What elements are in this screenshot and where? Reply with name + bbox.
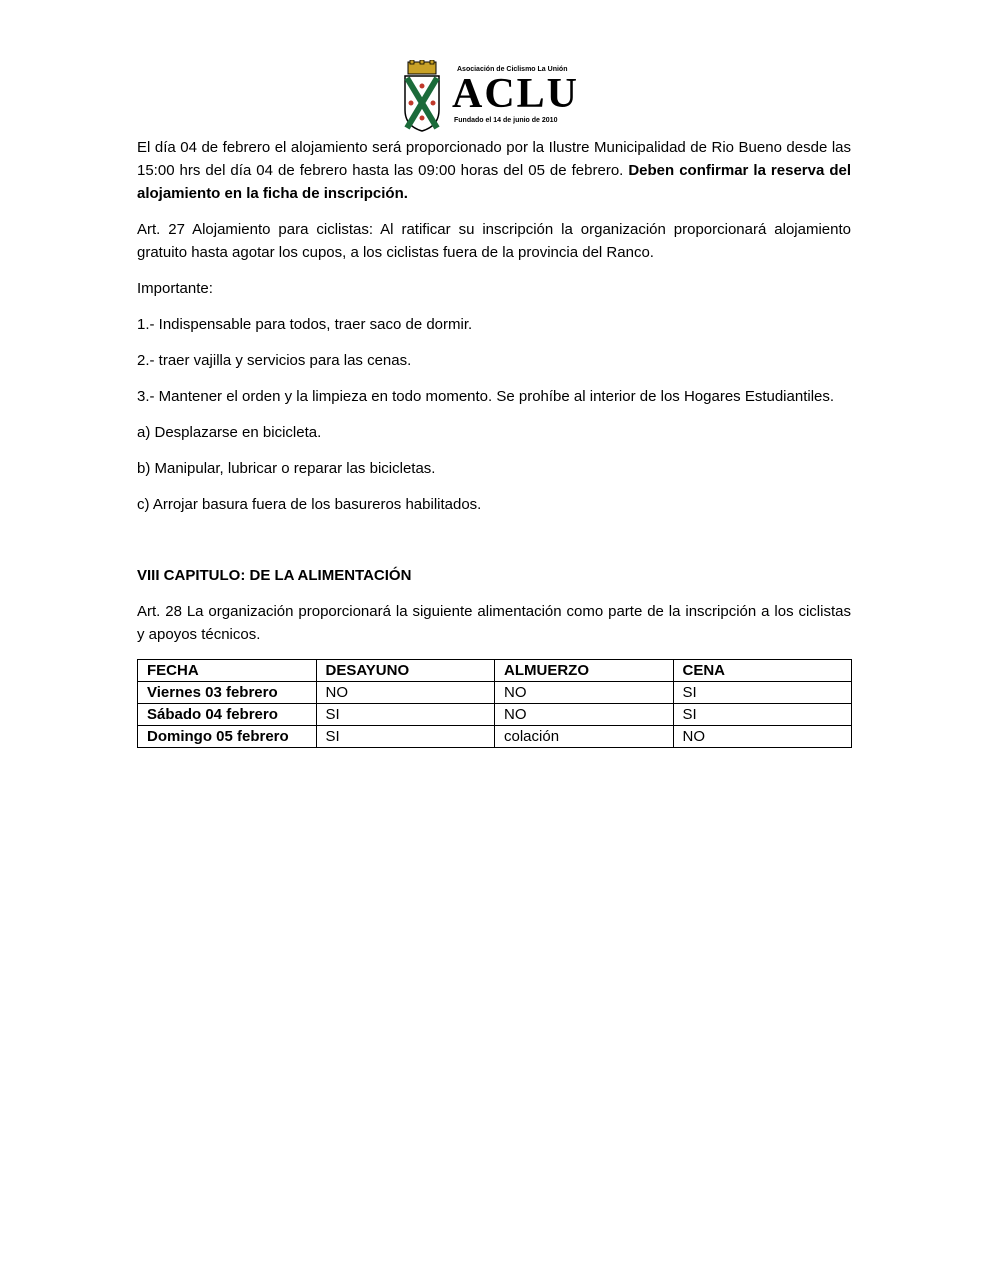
section-heading: VIII CAPITULO: DE LA ALIMENTACIÓN	[137, 567, 412, 584]
table-cell: NO	[495, 704, 674, 726]
table-cell: SI	[673, 704, 852, 726]
table-cell: colación	[495, 726, 674, 748]
table-cell: SI	[673, 682, 852, 704]
column-header: ALMUERZO	[495, 660, 674, 682]
table-cell: NO	[495, 682, 674, 704]
table-cell: NO	[316, 682, 495, 704]
list-item: a) Desplazarse en bicicleta.	[137, 424, 322, 441]
table-cell: Domingo 05 febrero	[138, 726, 317, 748]
table-row	[138, 682, 852, 704]
founded-text: Fundado el 14 de junio de 2010	[454, 117, 558, 124]
column-header: CENA	[673, 660, 852, 682]
list-item: c) Arrojar basura fuera de los basureros habilitados.	[137, 496, 482, 513]
list-item: b) Manipular, lubricar o reparar las bicicletas.	[137, 460, 436, 477]
header-logo	[402, 60, 592, 134]
table-cell: Viernes 03 febrero	[138, 682, 317, 704]
table-cell: Sábado 04 febrero	[138, 704, 317, 726]
table-row	[138, 704, 852, 726]
table-cell: SI	[316, 726, 495, 748]
table-cell: NO	[673, 726, 852, 748]
table-cell: SI	[316, 704, 495, 726]
list-item: 3.- Mantener el orden y la limpieza en todo momento. Se prohíbe al interior de los Hogares Estudiantiles.	[137, 388, 835, 405]
brand-name: ACLU	[452, 71, 580, 117]
paragraph-art28: Art. 28 La organización proporcionará la siguiente alimentación como parte de la inscripción a los ciclistas y apoyos técnicos.	[137, 603, 851, 643]
paragraph-lodging	[137, 136, 851, 205]
paragraph-important: Importante:	[137, 280, 213, 297]
paragraph-art27: Art. 27 Alojamiento para ciclistas: Al ratificar su inscripción la organización proporcionará alojamiento gratuito hasta agotar los cupos, a los ciclistas fuera de la provincia del Ranco.	[137, 221, 851, 261]
document-body	[137, 136, 851, 748]
list-item: 2.- traer vajilla y servicios para las cenas.	[137, 352, 412, 369]
association-name: Asociación de Ciclismo La Unión	[457, 66, 568, 73]
meals-table	[137, 659, 852, 748]
column-header: FECHA	[138, 660, 317, 682]
table-header-row	[138, 660, 852, 682]
lodging-text: El día 04 de febrero el alojamiento será proporcionado por la Ilustre Municipalidad de Rio Bueno desde las 15:00 hrs del día 04 de febrero hasta las 09:00 horas del 05 de febrero.	[137, 139, 851, 179]
column-header: DESAYUNO	[316, 660, 495, 682]
table-row	[138, 726, 852, 748]
list-item: 1.- Indispensable para todos, traer saco de dormir.	[137, 316, 473, 333]
crest-icon	[402, 60, 442, 132]
lodging-confirm-note: Deben confirmar la reserva del alojamiento en la ficha de inscripción.	[137, 162, 851, 202]
